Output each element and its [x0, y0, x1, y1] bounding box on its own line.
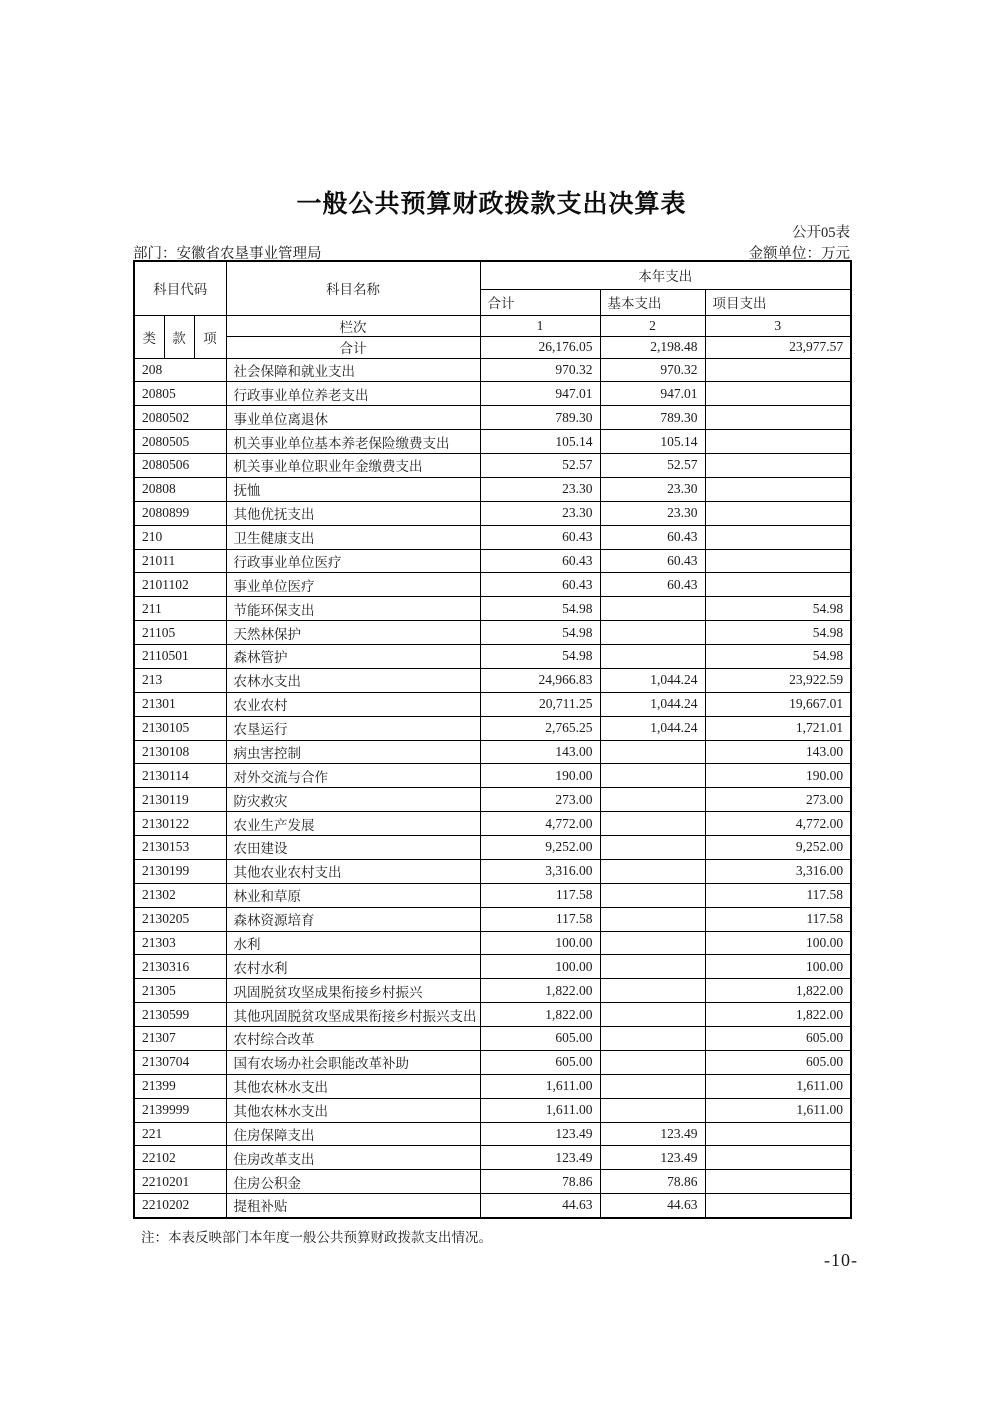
table-row [134, 907, 851, 931]
cell-total: 54.98 [480, 645, 600, 669]
cell-basic [600, 931, 705, 955]
cell-total: 9,252.00 [480, 836, 600, 860]
table-row [134, 931, 851, 955]
table-row [134, 430, 851, 454]
cell-basic: 60.43 [600, 525, 705, 549]
cell-subject-name: 其他巩固脱贫攻坚成果衔接乡村振兴支出 [226, 1003, 480, 1027]
cell-project: 143.00 [705, 740, 851, 764]
cell-total: 123.49 [480, 1122, 600, 1146]
cell-total: 1,822.00 [480, 979, 600, 1003]
cell-basic: 970.32 [600, 358, 705, 382]
table-row [134, 358, 851, 382]
cell-subject-name: 节能环保支出 [226, 597, 480, 621]
cell-subject-name: 水利 [226, 931, 480, 955]
cell-basic [600, 955, 705, 979]
cell-total: 1,822.00 [480, 1003, 600, 1027]
cell-subject-code: 2130122 [134, 812, 226, 836]
cell-subject-name: 行政事业单位医疗 [226, 549, 480, 573]
cell-basic: 123.49 [600, 1146, 705, 1170]
cell-basic [600, 979, 705, 1003]
cell-subject-name: 其他农业农村支出 [226, 859, 480, 883]
table-row [134, 382, 851, 406]
cell-project: 23,922.59 [705, 668, 851, 692]
table-row [134, 859, 851, 883]
cell-total: 60.43 [480, 525, 600, 549]
cell-project: 190.00 [705, 764, 851, 788]
cell-subject-name: 巩固脱贫攻坚成果衔接乡村振兴 [226, 979, 480, 1003]
cell-total: 100.00 [480, 955, 600, 979]
cell-subject-name: 农村综合改革 [226, 1027, 480, 1051]
cell-total: 190.00 [480, 764, 600, 788]
total-row-total: 26,176.05 [480, 336, 600, 358]
table-row [134, 692, 851, 716]
header-current-year: 本年支出 [480, 261, 851, 289]
cell-project [705, 525, 851, 549]
table-row [134, 812, 851, 836]
cell-project: 117.58 [705, 883, 851, 907]
cell-project: 100.00 [705, 955, 851, 979]
header-project: 项目支出 [705, 289, 851, 315]
cell-project: 1,822.00 [705, 1003, 851, 1027]
cell-subject-code: 21301 [134, 692, 226, 716]
total-row-basic: 2,198.48 [600, 336, 705, 358]
table-row [134, 1122, 851, 1146]
cell-total: 273.00 [480, 788, 600, 812]
cell-basic: 1,044.24 [600, 716, 705, 740]
cell-basic [600, 883, 705, 907]
cell-subject-code: 2130114 [134, 764, 226, 788]
cell-subject-name: 其他优抚支出 [226, 501, 480, 525]
cell-subject-code: 21105 [134, 621, 226, 645]
cell-project: 117.58 [705, 907, 851, 931]
cell-subject-code: 2130119 [134, 788, 226, 812]
cell-project: 54.98 [705, 597, 851, 621]
cell-basic [600, 1050, 705, 1074]
cell-total: 60.43 [480, 573, 600, 597]
table-row [134, 477, 851, 501]
cell-project: 605.00 [705, 1050, 851, 1074]
table-row [134, 1003, 851, 1027]
cell-total: 105.14 [480, 430, 600, 454]
cell-basic [600, 907, 705, 931]
cell-subject-code: 210 [134, 525, 226, 549]
cell-total: 1,611.00 [480, 1074, 600, 1098]
cell-subject-code: 213 [134, 668, 226, 692]
public-table-label: 公开05表 [792, 225, 850, 241]
cell-total: 4,772.00 [480, 812, 600, 836]
cell-project [705, 430, 851, 454]
cell-subject-code: 2080505 [134, 430, 226, 454]
cell-subject-code: 211 [134, 597, 226, 621]
table-row [134, 979, 851, 1003]
cell-project [705, 406, 851, 430]
cell-subject-code: 21307 [134, 1027, 226, 1051]
cell-subject-name: 其他农林水支出 [226, 1074, 480, 1098]
cell-subject-code: 208 [134, 358, 226, 382]
table-row [134, 836, 851, 860]
cell-subject-code: 2130105 [134, 716, 226, 740]
cell-subject-name: 农林水支出 [226, 668, 480, 692]
cell-total: 605.00 [480, 1027, 600, 1051]
cell-subject-code: 2130599 [134, 1003, 226, 1027]
total-row-project: 23,977.57 [705, 336, 851, 358]
cell-basic: 52.57 [600, 454, 705, 478]
table-row [134, 549, 851, 573]
cell-project: 19,667.01 [705, 692, 851, 716]
header-total: 合计 [480, 289, 600, 315]
cell-total: 20,711.25 [480, 692, 600, 716]
cell-basic: 105.14 [600, 430, 705, 454]
table-row [134, 406, 851, 430]
table-row [134, 1098, 851, 1122]
cell-basic [600, 621, 705, 645]
cell-basic: 60.43 [600, 549, 705, 573]
table-body [134, 358, 851, 1218]
cell-subject-name: 事业单位医疗 [226, 573, 480, 597]
table-row [134, 597, 851, 621]
cell-total: 54.98 [480, 597, 600, 621]
cell-subject-name: 住房公积金 [226, 1170, 480, 1194]
cell-subject-code: 2130108 [134, 740, 226, 764]
cell-basic [600, 1003, 705, 1027]
cell-subject-name: 行政事业单位养老支出 [226, 382, 480, 406]
table-row [134, 525, 851, 549]
cell-project [705, 382, 851, 406]
header-col-2: 2 [600, 315, 705, 336]
header-class: 类 [134, 315, 164, 358]
cell-subject-name: 对外交流与合作 [226, 764, 480, 788]
table-row [134, 668, 851, 692]
header-col-1: 1 [480, 315, 600, 336]
cell-project: 4,772.00 [705, 812, 851, 836]
cell-project [705, 501, 851, 525]
cell-subject-name: 卫生健康支出 [226, 525, 480, 549]
cell-subject-code: 2080899 [134, 501, 226, 525]
cell-basic: 789.30 [600, 406, 705, 430]
cell-subject-code: 2130704 [134, 1050, 226, 1074]
cell-basic: 44.63 [600, 1194, 705, 1218]
cell-subject-code: 21303 [134, 931, 226, 955]
table-note: 注：本表反映部门本年度一般公共预算财政拨款支出情况。 [141, 1230, 492, 1245]
expenditure-table [133, 260, 852, 1219]
cell-total: 123.49 [480, 1146, 600, 1170]
cell-subject-name: 提租补贴 [226, 1194, 480, 1218]
cell-basic [600, 764, 705, 788]
cell-subject-name: 农业农村 [226, 692, 480, 716]
cell-subject-code: 2130316 [134, 955, 226, 979]
cell-subject-name: 住房保障支出 [226, 1122, 480, 1146]
table-row [134, 1050, 851, 1074]
table-row [134, 1027, 851, 1051]
cell-project: 3,316.00 [705, 859, 851, 883]
cell-subject-code: 20808 [134, 477, 226, 501]
header-item: 项 [194, 315, 226, 358]
cell-subject-code: 2110501 [134, 645, 226, 669]
cell-basic: 123.49 [600, 1122, 705, 1146]
cell-total: 143.00 [480, 740, 600, 764]
cell-subject-code: 21011 [134, 549, 226, 573]
cell-project [705, 1170, 851, 1194]
total-row [134, 336, 851, 358]
cell-basic: 78.86 [600, 1170, 705, 1194]
cell-basic [600, 740, 705, 764]
table-row [134, 740, 851, 764]
cell-project: 100.00 [705, 931, 851, 955]
cell-subject-name: 林业和草原 [226, 883, 480, 907]
header-subject-code: 科目代码 [134, 261, 226, 315]
table-row [134, 1194, 851, 1218]
cell-subject-name: 抚恤 [226, 477, 480, 501]
cell-subject-code: 2130205 [134, 907, 226, 931]
table-row [134, 883, 851, 907]
cell-subject-name: 事业单位离退休 [226, 406, 480, 430]
cell-basic [600, 1098, 705, 1122]
cell-subject-code: 2210201 [134, 1170, 226, 1194]
cell-subject-name: 防灾救灾 [226, 788, 480, 812]
table-row [134, 1170, 851, 1194]
cell-basic: 1,044.24 [600, 692, 705, 716]
table-row [134, 573, 851, 597]
table-row [134, 501, 851, 525]
cell-basic [600, 836, 705, 860]
cell-subject-code: 21305 [134, 979, 226, 1003]
header-column-index-label: 栏次 [226, 315, 480, 336]
header-row-1 [134, 261, 851, 289]
cell-project: 9,252.00 [705, 836, 851, 860]
cell-project: 1,721.01 [705, 716, 851, 740]
cell-project [705, 1146, 851, 1170]
cell-basic [600, 812, 705, 836]
cell-total: 23.30 [480, 501, 600, 525]
table-row [134, 955, 851, 979]
cell-subject-code: 221 [134, 1122, 226, 1146]
cell-project [705, 1122, 851, 1146]
cell-basic: 23.30 [600, 501, 705, 525]
amount-unit-label: 金额单位：万元 [748, 246, 850, 262]
cell-subject-name: 机关事业单位职业年金缴费支出 [226, 454, 480, 478]
header-col-3: 3 [705, 315, 851, 336]
cell-total: 117.58 [480, 907, 600, 931]
cell-total: 24,966.83 [480, 668, 600, 692]
cell-subject-code: 2101102 [134, 573, 226, 597]
cell-subject-name: 国有农场办社会职能改革补助 [226, 1050, 480, 1074]
cell-basic [600, 1074, 705, 1098]
cell-subject-name: 社会保障和就业支出 [226, 358, 480, 382]
cell-project [705, 477, 851, 501]
cell-total: 789.30 [480, 406, 600, 430]
cell-project [705, 573, 851, 597]
cell-total: 78.86 [480, 1170, 600, 1194]
table-row [134, 716, 851, 740]
cell-project: 54.98 [705, 645, 851, 669]
cell-basic: 1,044.24 [600, 668, 705, 692]
cell-subject-code: 20805 [134, 382, 226, 406]
cell-project: 1,611.00 [705, 1074, 851, 1098]
cell-basic: 23.30 [600, 477, 705, 501]
cell-project: 605.00 [705, 1027, 851, 1051]
header-basic: 基本支出 [600, 289, 705, 315]
cell-total: 2,765.25 [480, 716, 600, 740]
cell-total: 44.63 [480, 1194, 600, 1218]
cell-basic [600, 597, 705, 621]
cell-subject-code: 2210202 [134, 1194, 226, 1218]
cell-subject-name: 农垦运行 [226, 716, 480, 740]
table-row [134, 764, 851, 788]
cell-total: 605.00 [480, 1050, 600, 1074]
cell-subject-name: 天然林保护 [226, 621, 480, 645]
cell-total: 60.43 [480, 549, 600, 573]
cell-project: 273.00 [705, 788, 851, 812]
cell-basic: 947.01 [600, 382, 705, 406]
table-row [134, 1146, 851, 1170]
header-subject-name: 科目名称 [226, 261, 480, 315]
cell-project [705, 1194, 851, 1218]
cell-subject-code: 22102 [134, 1146, 226, 1170]
cell-subject-code: 2080502 [134, 406, 226, 430]
cell-subject-code: 2139999 [134, 1098, 226, 1122]
cell-basic [600, 859, 705, 883]
cell-project [705, 454, 851, 478]
cell-total: 52.57 [480, 454, 600, 478]
department-label: 部门：安徽省农垦事业管理局 [133, 246, 322, 262]
cell-project [705, 549, 851, 573]
cell-subject-code: 21399 [134, 1074, 226, 1098]
cell-total: 54.98 [480, 621, 600, 645]
header-section: 款 [164, 315, 194, 358]
cell-subject-name: 机关事业单位基本养老保险缴费支出 [226, 430, 480, 454]
cell-total: 100.00 [480, 931, 600, 955]
cell-project [705, 358, 851, 382]
header-row-3 [134, 315, 851, 336]
cell-total: 23.30 [480, 477, 600, 501]
table-row [134, 621, 851, 645]
cell-subject-name: 病虫害控制 [226, 740, 480, 764]
cell-subject-name: 住房改革支出 [226, 1146, 480, 1170]
cell-total: 117.58 [480, 883, 600, 907]
cell-total: 3,316.00 [480, 859, 600, 883]
cell-subject-name: 其他农林水支出 [226, 1098, 480, 1122]
table-row [134, 454, 851, 478]
cell-subject-name: 农田建设 [226, 836, 480, 860]
cell-subject-code: 2130153 [134, 836, 226, 860]
page-title: 一般公共预算财政拨款支出决算表 [296, 190, 687, 218]
cell-subject-name: 农业生产发展 [226, 812, 480, 836]
cell-total: 970.32 [480, 358, 600, 382]
cell-basic [600, 1027, 705, 1051]
cell-project: 1,822.00 [705, 979, 851, 1003]
cell-subject-code: 2080506 [134, 454, 226, 478]
cell-basic [600, 788, 705, 812]
cell-total: 947.01 [480, 382, 600, 406]
table-row [134, 1074, 851, 1098]
cell-project: 1,611.00 [705, 1098, 851, 1122]
cell-subject-code: 2130199 [134, 859, 226, 883]
total-row-label: 合计 [226, 336, 480, 358]
cell-subject-name: 农村水利 [226, 955, 480, 979]
cell-total: 1,611.00 [480, 1098, 600, 1122]
cell-subject-name: 森林管护 [226, 645, 480, 669]
cell-basic: 60.43 [600, 573, 705, 597]
table-row [134, 645, 851, 669]
cell-project: 54.98 [705, 621, 851, 645]
cell-subject-code: 21302 [134, 883, 226, 907]
cell-subject-name: 森林资源培育 [226, 907, 480, 931]
cell-basic [600, 645, 705, 669]
table-row [134, 788, 851, 812]
page-number: -10- [824, 1250, 858, 1270]
